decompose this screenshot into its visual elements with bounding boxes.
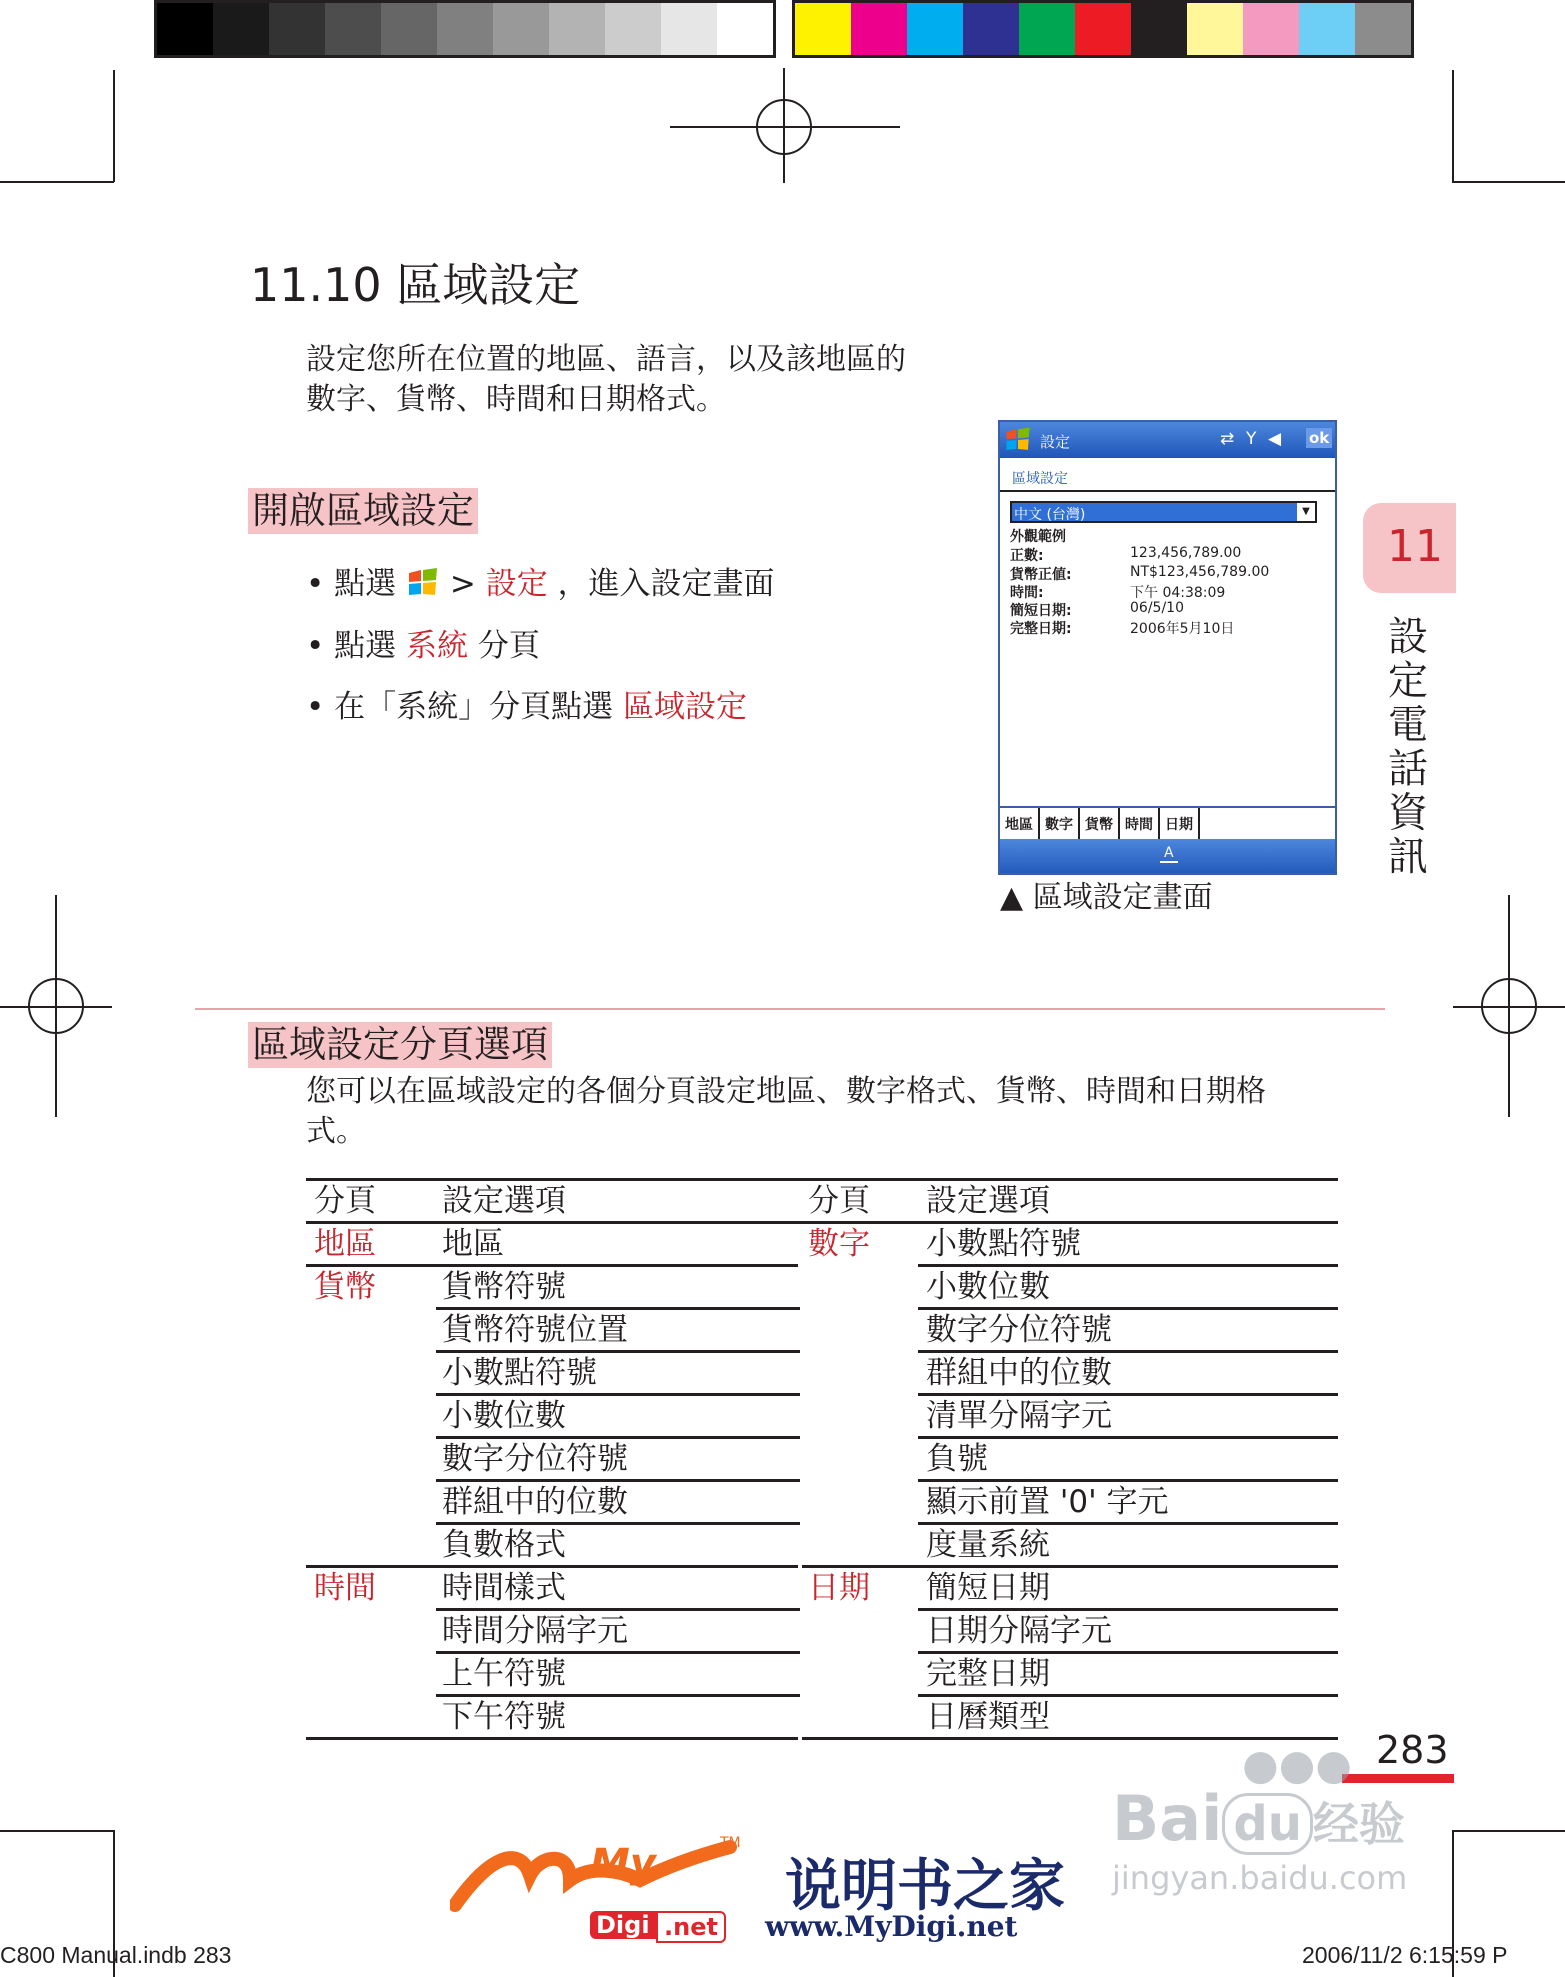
chevron-down-icon: ▼ [1297,503,1315,521]
tab-currency[interactable]: 貨幣 [1080,808,1120,841]
ok-button[interactable]: ok [1306,428,1332,448]
baidu-text-du: du [1222,1793,1313,1855]
tabs-options-heading: 區域設定分頁選項 [248,1022,552,1068]
baidu-url: jingyan.baidu.com [1112,1859,1408,1897]
table-option-cell: 貨幣符號位置 [442,1312,628,1348]
table-option-cell: 負數格式 [442,1527,566,1563]
volume-icon[interactable]: ◀ [1268,429,1282,449]
table-option-cell: 上午符號 [442,1656,566,1692]
table-option-cell: 小數位數 [926,1269,1050,1305]
table-group-label: 數字 [808,1226,870,1262]
table-option-cell: 清單分隔字元 [926,1398,1112,1434]
step-1-prefix: • 點選 [306,566,397,602]
manual-home-watermark: 说明书之家 [785,1853,1065,1919]
mydigi-badge-digi: Digi [590,1911,656,1939]
open-settings-heading: 開啟區域設定 [248,488,478,534]
language-dropdown-value: 中文 (台灣) [1014,507,1086,523]
footer-left: C800 Manual.indb 283 [0,1942,232,1968]
process-color-bar [792,0,1414,58]
tab-date[interactable]: 日期 [1160,808,1200,841]
device-menu-bar [1000,839,1335,875]
baidu-text-jingyan: 经验 [1312,1797,1405,1851]
sample-value-currency: NT$123,456,789.00 [1130,564,1270,580]
mydigi-trademark: TM [720,1835,741,1851]
table-option-cell: 日曆類型 [926,1699,1050,1735]
signal-icon: Y [1246,429,1257,449]
step-1-suffix: ，進入設定畫面 [557,566,775,602]
start-flag-icon[interactable] [1004,426,1032,458]
table-group-label: 貨幣 [314,1269,376,1305]
sample-heading: 外觀範例 [1010,529,1066,545]
page-number: 283 [1376,1728,1449,1772]
section-divider [195,1008,1385,1010]
tab-number[interactable]: 數字 [1040,808,1080,841]
baidu-watermark [1112,1740,1408,1897]
intro-paragraph [306,340,906,420]
tab-region[interactable]: 地區 [1000,808,1040,841]
table-option-cell: 完整日期 [926,1656,1050,1692]
step-3-prefix: • 在「系統」分頁點選 [306,689,614,725]
manual-home-url: www.MyDigi.net [765,1910,1018,1943]
chapter-vertical-title: 設定電話資訊 [1388,614,1428,880]
sample-value-time: 下午 04:38:09 [1130,585,1226,601]
table-option-cell: 群組中的位數 [926,1355,1112,1391]
mydigi-logo-text: My [590,1841,656,1887]
intro-line-2: 數字、貨幣、時間和日期格式。 [306,382,726,417]
table-option-cell: 貨幣符號 [442,1269,566,1305]
tabs-intro-paragraph [306,1072,1266,1152]
intro-line-1: 設定您所在位置的地區、語言，以及該地區的 [306,342,906,377]
keyboard-icon[interactable]: A [1160,845,1178,863]
table-option-cell: 數字分位符號 [926,1312,1112,1348]
table-header-cell: 分頁 [808,1183,870,1219]
device-header: 區域設定 [1012,471,1068,487]
sample-label-currency: 貨幣正値: [1010,567,1072,583]
table-option-cell: 簡短日期 [926,1570,1050,1606]
table-option-cell: 顯示前置 '0' 字元 [926,1484,1169,1520]
table-option-cell: 時間樣式 [442,1570,566,1606]
step-1 [306,562,775,606]
table-row-rule [306,1737,798,1740]
footer-right: 2006/11/2 6:15:59 P [1302,1942,1508,1968]
system-tab-link[interactable]: 系統 [406,628,468,664]
mydigi-logo [450,1835,740,1945]
table-option-cell: 小數點符號 [442,1355,597,1391]
tabs-intro-line-2: 式。 [306,1114,366,1149]
device-screen [998,420,1337,875]
sample-label-long-date: 完整日期: [1010,621,1072,637]
chapter-tab [1363,503,1456,593]
tab-time[interactable]: 時間 [1120,808,1160,841]
settings-link[interactable]: 設定 [485,566,548,602]
table-header-cell: 設定選項 [926,1183,1050,1219]
table-option-cell: 下午符號 [442,1699,566,1735]
sample-value-positive: 123,456,789.00 [1130,545,1242,561]
table-option-cell: 地區 [442,1226,504,1262]
section-title: 11.10 區域設定 [250,258,581,312]
table-group-label: 地區 [314,1226,376,1262]
step-3 [306,685,747,729]
grayscale-color-bar [154,0,776,58]
device-title-bar [1000,422,1335,458]
sample-label-positive: 正數: [1010,548,1044,564]
table-option-cell: 度量系統 [926,1527,1050,1563]
screenshot-caption: ▲ 區域設定畫面 [1000,880,1213,915]
sample-value-short-date: 06/5/10 [1130,600,1184,616]
table-row-rule [802,1565,1338,1568]
sync-icon: ⇄ [1220,429,1235,449]
table-header-cell: 分頁 [314,1183,376,1219]
baidu-paw-icon: ●●● [1242,1740,1352,1789]
table-option-cell: 時間分隔字元 [442,1613,628,1649]
sample-label-time: 時間: [1010,585,1044,601]
table-group-label: 時間 [314,1570,376,1606]
table-option-cell: 小數位數 [442,1398,566,1434]
windows-start-flag-icon[interactable] [406,567,440,599]
chapter-number: 11 [1387,521,1443,572]
sample-value-long-date: 2006年5月10日 [1130,621,1235,637]
step-2-suffix: 分頁 [477,628,540,664]
table-option-cell: 負號 [926,1441,988,1477]
step-2 [306,624,540,668]
sample-label-short-date: 簡短日期: [1010,603,1072,619]
mydigi-badge-net: .net [656,1911,726,1943]
device-tab-strip [1000,806,1335,841]
table-header-cell: 設定選項 [442,1183,566,1219]
baidu-text-bai: Bai [1112,1782,1223,1855]
step-2-prefix: • 點選 [306,628,397,664]
table-option-cell: 數字分位符號 [442,1441,628,1477]
regional-settings-link[interactable]: 區域設定 [623,689,747,725]
device-title: 設定 [1040,433,1071,451]
table-group-label: 日期 [808,1570,870,1606]
step-1-arrow: > [449,566,476,602]
device-header-divider [1000,490,1335,492]
table-option-cell: 日期分隔字元 [926,1613,1112,1649]
table-option-cell: 群組中的位數 [442,1484,628,1520]
table-option-cell: 小數點符號 [926,1226,1081,1262]
language-dropdown[interactable] [1010,501,1317,523]
tabs-intro-line-1: 您可以在區域設定的各個分頁設定地區、數字格式、貨幣、時間和日期格 [306,1074,1266,1109]
